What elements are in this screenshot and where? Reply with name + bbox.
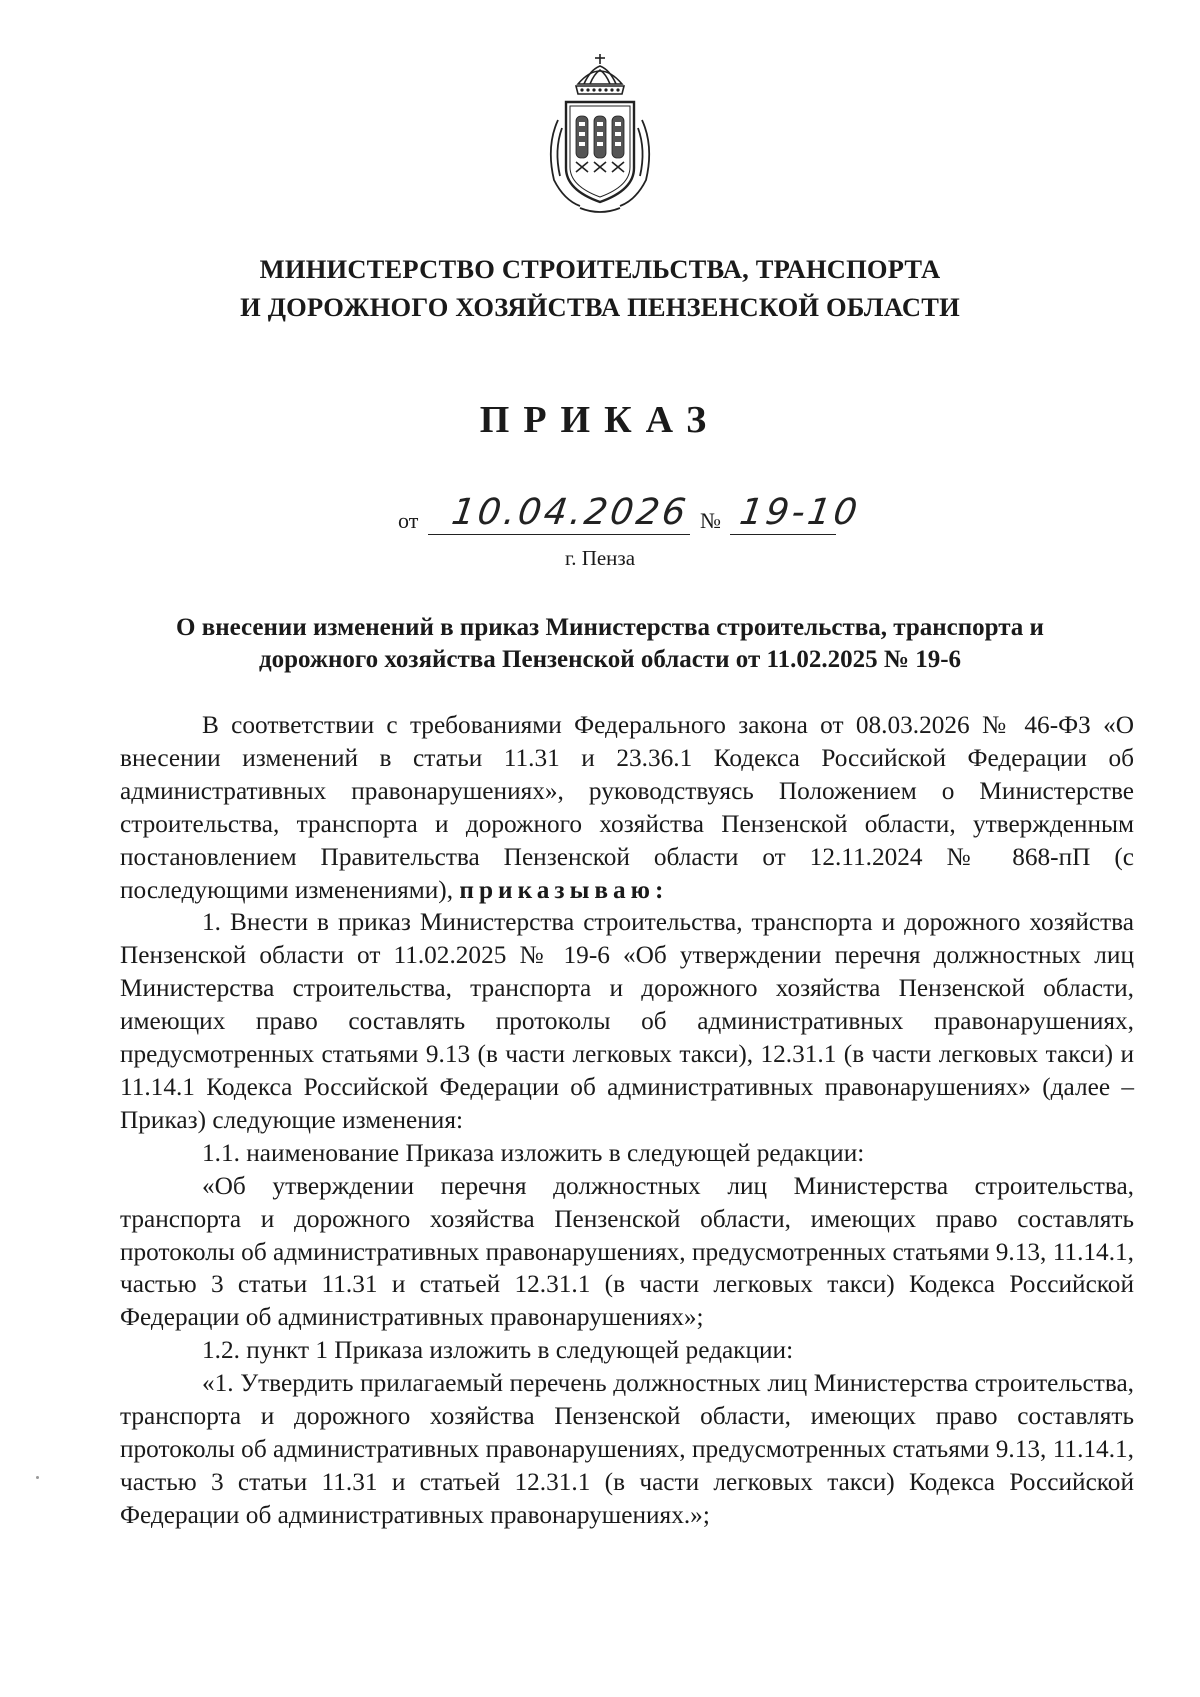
paragraph-item-1-1: 1.1. наименование Приказа изложить в следующей редакции: [202,1138,865,1167]
document-subject [120,612,1100,676]
paragraph-preamble [120,709,1134,906]
paragraph-quote-item: «1. Утвердить прилагаемый перечень должностных лиц Министерства строительства, транспорта и дорожного хозяйства Пензенской области, имеющих право составлять протоколы об административных правонарушениях, предусмотренных статьями 9.13, 11.14.1, частью 3 статьи 11.31 и статьей 12.31.1 (в части легковых такси) Кодекса Российской Федерации об административных правонарушениях.»; [120,1369,1134,1529]
number-label: № [700,508,721,533]
paragraph-item-1: 1. Внести в приказ Министерства строительства, транспорта и дорожного хозяйства Пензенской области от 11.02.2025 № 19-6 «Об утверждении перечня должностных лиц Министерства строительства, транспорта и дорожного хозяйства Пензенской области, имеющих право составлять протоколы об административных правонарушениях, предусмотренных статьями 9.13 (в части легковых такси), 12.31.1 (в части легковых такси) и 11.14.1 Кодекса Российской Федерации об административных правонарушениях» (далее – Приказ) следующие изменения: [120,908,1134,1134]
subject-line-2: дорожного хозяйства Пензенской области от 11.02.2025 № 19-6 [258,646,962,673]
order-verb: приказываю: [459,875,669,904]
city-label: г. Пенза [564,546,636,570]
org-line-2: И ДОРОЖНОГО ХОЗЯЙСТВА ПЕНЗЕНСКОЙ ОБЛАСТИ [240,292,960,322]
paragraph-item-1-2: 1.2. пункт 1 Приказа изложить в следующей редакции: [202,1336,794,1365]
date-label: от [398,508,419,533]
date-handwritten: 10.04.2026 [449,492,692,533]
date-underline [428,534,690,535]
number-handwritten: 19-10 [737,492,863,533]
org-line-1: МИНИСТЕРСТВО СТРОИТЕЛЬСТВА, ТРАНСПОРТА [259,254,941,284]
paragraph-quote-title: «Об утверждении перечня должностных лиц Министерства строительства, транспорта и дорожного хозяйства Пензенской области, имеющих право составлять протоколы об административных правонарушениях, предусмотренных статьями 9.13, 11.14.1, частью 3 статьи 11.31 и статьей 12.31.1 (в части легковых такси) Кодекса Российской Федерации об административных правонарушениях»; [120,1171,1134,1332]
number-underline [730,534,836,535]
requisites-row [0,492,1200,540]
document-body [120,709,1134,1532]
penza-coat-of-arms-icon [540,50,660,218]
organization-name [0,250,1200,326]
document-type-title: ПРИКАЗ [479,399,721,441]
preamble-text: В соответствии с требованиями Федерального закона от 08.03.2026 № 46-ФЗ «О внесении изменений в статьи 11.31 и 23.36.1 Кодекса Российской Федерации об административных правонарушениях», руководствуясь Положением о Министерстве строительства, транспорта и дорожного хозяйства Пензенской области, утвержденным постановлением Правительства Пензенской области от 12.11.2024 № 868-пП (с последующими изменениями), [120,711,1134,904]
subject-line-1: О внесении изменений в приказ Министерства строительства, транспорта и [176,614,1044,641]
scan-artifact [36,1476,39,1479]
